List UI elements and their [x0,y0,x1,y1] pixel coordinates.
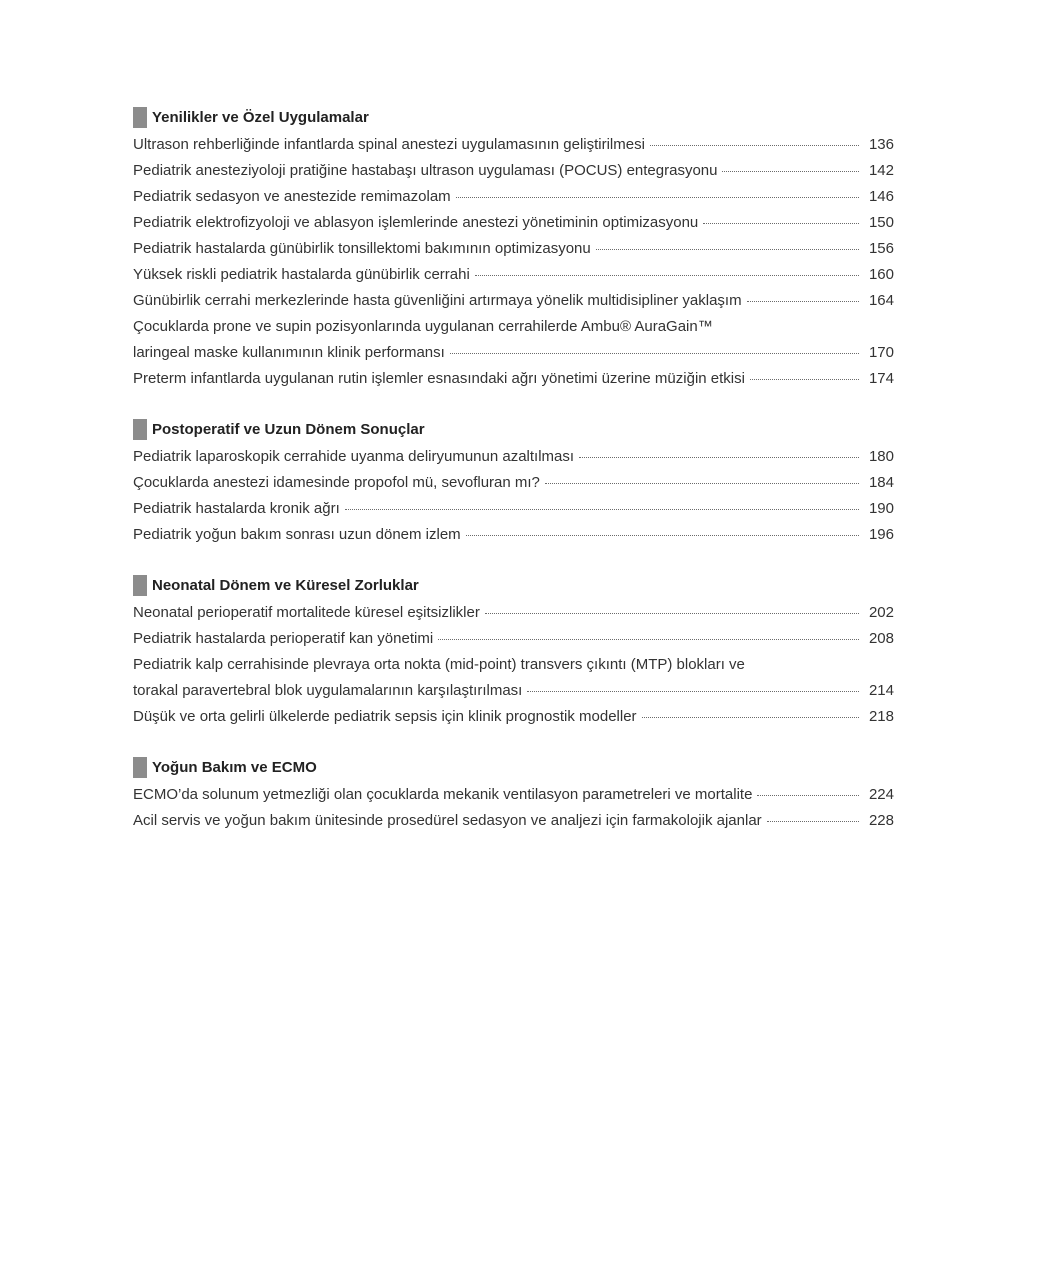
page-number: 214 [868,682,894,699]
dot-leader [438,638,859,640]
table-of-contents [133,102,894,856]
toc-entry[interactable] [133,704,894,730]
dot-leader [722,170,859,172]
toc-section [133,102,894,392]
entry-title: Ultrason rehberliğinde infantlarda spinal anestezi uygulamasının geliştirilmesi [133,136,645,153]
entry-title: Pediatrik elektrofizyoloji ve ablasyon işlemlerinde anestezi yönetiminin optimizasyonu [133,214,699,231]
page-number: 146 [868,188,894,205]
entry-title: Neonatal perioperatif mortalitede küresel eşitsizlikler [133,604,480,621]
toc-entry[interactable] [133,184,894,210]
entry-title: torakal paravertebral blok uygulamalarının karşılaştırılması [133,682,523,699]
section-marker [133,419,147,440]
section-title: Neonatal Dönem ve Küresel Zorluklar [152,576,419,594]
toc-entry[interactable] [133,210,894,236]
dot-leader [475,274,859,276]
entry-title-line1: Pediatrik kalp cerrahisinde plevraya orta nokta (mid-point) transvers çıkıntı (MTP) blokları ve [133,656,745,673]
toc-entry[interactable] [133,600,894,626]
dot-leader [757,794,859,796]
dot-leader [485,612,859,614]
page-number: 136 [868,136,894,153]
dot-leader [527,690,859,692]
page-number: 180 [868,448,894,465]
toc-section [133,570,894,730]
dot-leader [345,508,859,510]
entry-title: Pediatrik hastalarda perioperatif kan yönetimi [133,630,434,647]
section-marker [133,575,147,596]
page-number: 160 [868,266,894,283]
toc-entry[interactable] [133,132,894,158]
dot-leader [466,534,859,536]
dot-leader [579,456,859,458]
page-number: 202 [868,604,894,621]
entry-title: Preterm infantlarda uygulanan rutin işlemler esnasındaki ağrı yönetimi üzerine müziğin etkisi [133,370,745,387]
page-number: 164 [868,292,894,309]
entry-title: Acil servis ve yoğun bakım ünitesinde prosedürel sedasyon ve analjezi için farmakolojik ajanlar [133,812,762,829]
dot-leader [545,482,859,484]
toc-entry[interactable] [133,496,894,522]
toc-entry[interactable] [133,262,894,288]
dot-leader [596,248,859,250]
entry-title: Pediatrik anesteziyoloji pratiğine hastabaşı ultrason uygulaması (POCUS) entegrasyonu [133,162,718,179]
dot-leader [767,820,859,822]
dot-leader [750,378,859,380]
toc-entry[interactable] [133,366,894,392]
section-title: Postoperatif ve Uzun Dönem Sonuçlar [152,420,425,438]
toc-entry[interactable] [133,444,894,470]
entry-title-line1: Çocuklarda prone ve supin pozisyonlarında uygulanan cerrahilerde Ambu® AuraGain™ [133,318,713,335]
page-number: 218 [868,708,894,725]
section-header [133,752,894,782]
toc-entry[interactable] [133,236,894,262]
section-header [133,570,894,600]
toc-section [133,414,894,548]
entry-title: ECMO’da solunum yetmezliği olan çocuklarda mekanik ventilasyon parametreleri ve mortalite [133,786,753,803]
entry-title: Çocuklarda anestezi idamesinde propofol mü, sevofluran mı? [133,474,540,491]
dot-leader [650,144,859,146]
page-number: 156 [868,240,894,257]
entry-title: Pediatrik yoğun bakım sonrası uzun dönem izlem [133,526,461,543]
dot-leader [450,352,859,354]
toc-entry[interactable] [133,652,894,704]
section-title: Yenilikler ve Özel Uygulamalar [152,108,369,126]
entry-title: Düşük ve orta gelirli ülkelerde pediatrik sepsis için klinik prognostik modeller [133,708,637,725]
toc-section [133,752,894,834]
entry-title: Yüksek riskli pediatrik hastalarda günübirlik cerrahi [133,266,470,283]
toc-entry[interactable] [133,470,894,496]
toc-entry[interactable] [133,782,894,808]
page-number: 190 [868,500,894,517]
page-number: 228 [868,812,894,829]
section-header [133,102,894,132]
entry-title: Pediatrik sedasyon ve anestezide remimazolam [133,188,451,205]
entry-title: Günübirlik cerrahi merkezlerinde hasta güvenliğini artırmaya yönelik multidisipliner yaklaşım [133,292,742,309]
page-number: 196 [868,526,894,543]
page-number: 184 [868,474,894,491]
dot-leader [703,222,859,224]
page-number: 150 [868,214,894,231]
dot-leader [642,716,859,718]
toc-entry[interactable] [133,808,894,834]
entry-title: Pediatrik hastalarda kronik ağrı [133,500,340,517]
toc-entry[interactable] [133,314,894,366]
page-number: 208 [868,630,894,647]
entry-title: laringeal maske kullanımının klinik performansı [133,344,445,361]
entry-title: Pediatrik laparoskopik cerrahide uyanma deliryumunun azaltılması [133,448,575,465]
page-number: 174 [868,370,894,387]
dot-leader [747,300,859,302]
toc-entry[interactable] [133,288,894,314]
section-header [133,414,894,444]
toc-entry[interactable] [133,158,894,184]
entry-title: Pediatrik hastalarda günübirlik tonsillektomi bakımının optimizasyonu [133,240,591,257]
page-number: 170 [868,344,894,361]
page-number: 142 [868,162,894,179]
section-marker [133,757,147,778]
dot-leader [456,196,859,198]
section-title: Yoğun Bakım ve ECMO [152,758,317,776]
section-marker [133,107,147,128]
toc-entry[interactable] [133,522,894,548]
toc-entry[interactable] [133,626,894,652]
page-number: 224 [868,786,894,803]
